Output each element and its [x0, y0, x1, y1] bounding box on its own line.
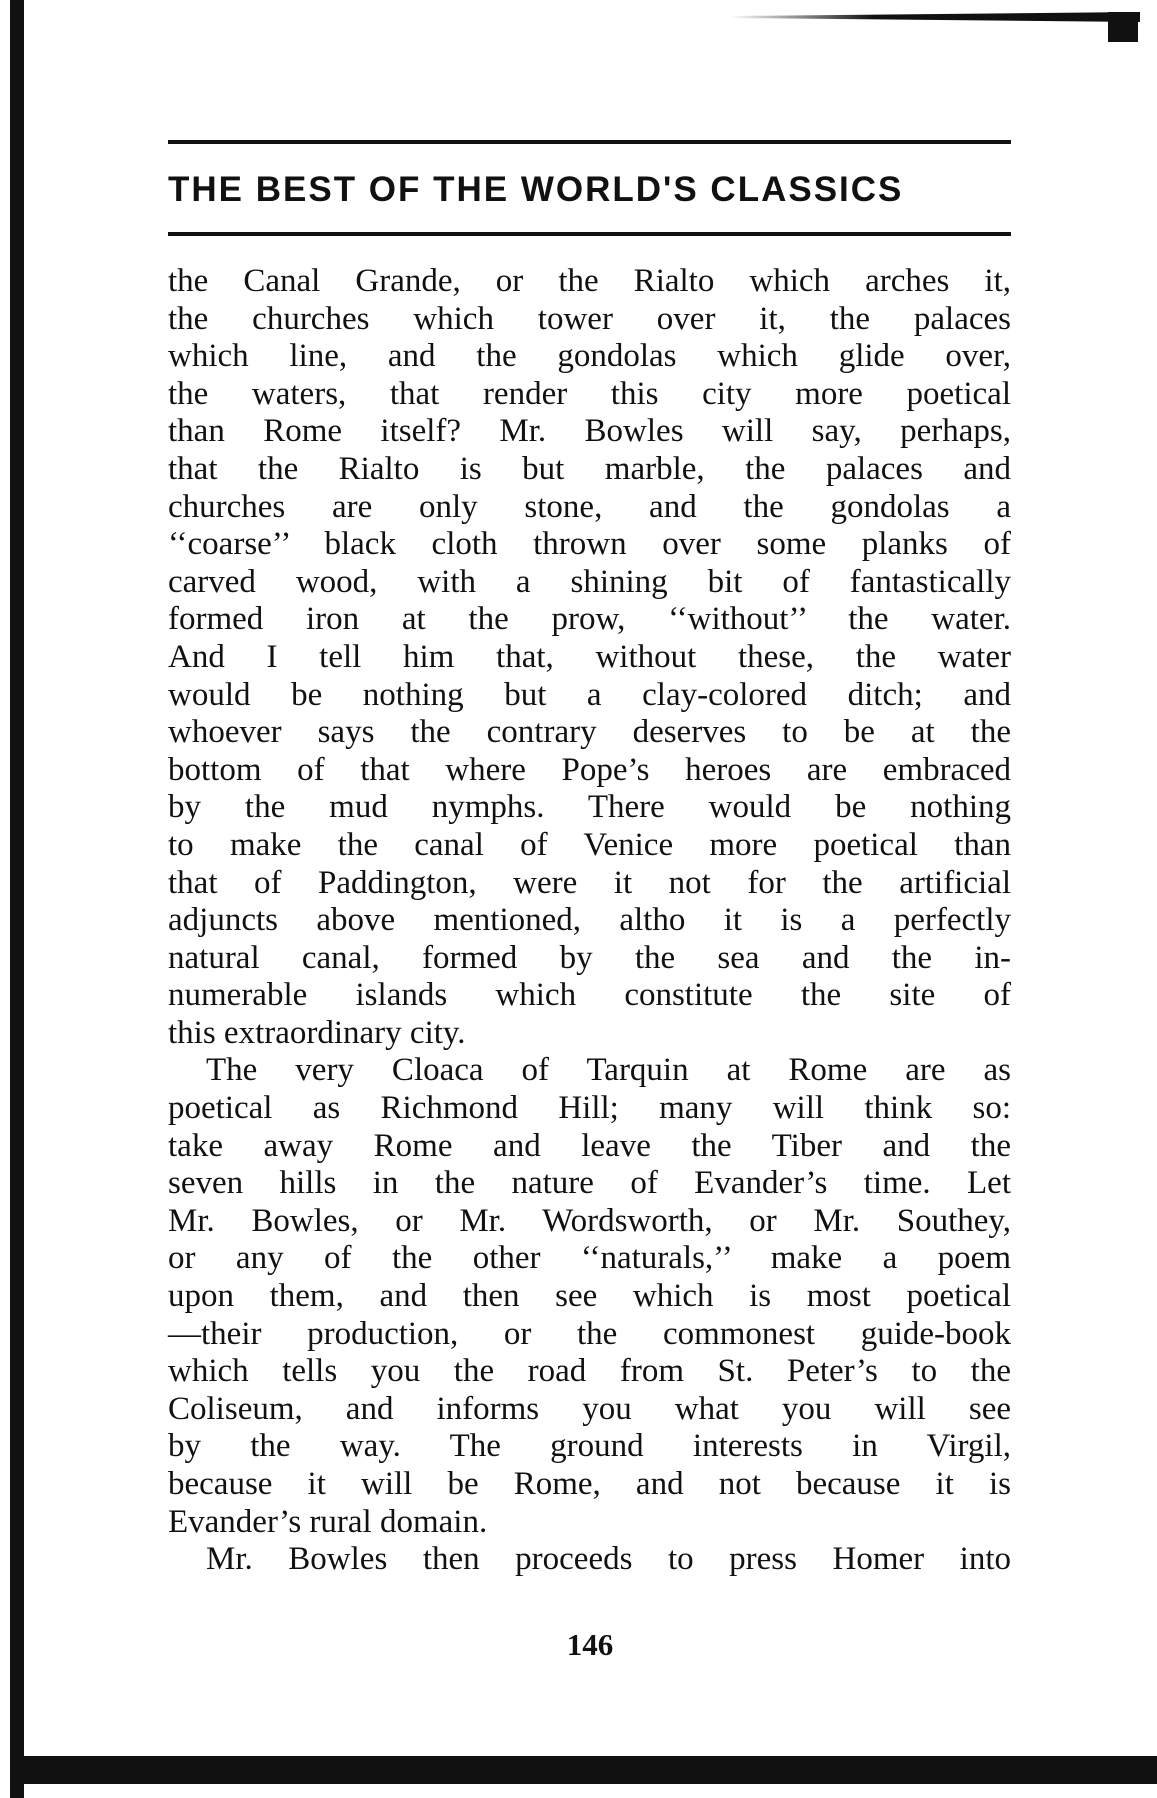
text-line: natural canal, formed by the sea and the in-: [168, 939, 1011, 976]
header-rule-bottom: [168, 232, 1011, 236]
text-line: that of Paddington, were it not for the artificial: [168, 864, 1011, 901]
text-line: the waters, that render this city more poetical: [168, 375, 1011, 412]
text-line: than Rome itself? Mr. Bowles will say, perhaps,: [168, 413, 1011, 450]
scan-edge-bottom: [24, 1756, 1157, 1784]
text-line: to make the canal of Venice more poetical than: [168, 826, 1011, 863]
text-line: would be nothing but a clay-colored ditch; and: [168, 676, 1011, 713]
text-line: Evander’s rural domain.: [168, 1503, 488, 1540]
text-line: take away Rome and leave the Tiber and the: [168, 1127, 1011, 1164]
text-line: —their production, or the commonest guide-book: [168, 1315, 1011, 1352]
text-line: churches are only stone, and the gondolas a: [168, 488, 1011, 525]
header-rule-top: [168, 140, 1011, 144]
text-line: whoever says the contrary deserves to be at the: [168, 714, 1011, 751]
page-number: 146: [566, 1627, 614, 1662]
text-line: carved wood, with a shining bit of fantastically: [168, 563, 1011, 600]
text-line: The very Cloaca of Tarquin at Rome are as: [206, 1052, 1011, 1089]
scan-edge-top-right: [1108, 12, 1138, 42]
text-line: bottom of that where Pope’s heroes are embraced: [168, 751, 1011, 788]
text-line: numerable islands which constitute the site of: [168, 977, 1011, 1014]
text-line: the churches which tower over it, the palaces: [168, 300, 1011, 337]
scan-edge-left: [10, 0, 24, 1798]
body-text: [168, 263, 1011, 1579]
scan-edge-top: [730, 12, 1140, 22]
text-line: that the Rialto is but marble, the palaces and: [168, 450, 1011, 487]
text-line: this extraordinary city.: [168, 1014, 466, 1051]
running-header: [168, 140, 1011, 236]
text-line: And I tell him that, without these, the water: [168, 638, 1011, 675]
text-line: which tells you the road from St. Peter’s to the: [168, 1353, 1011, 1390]
text-line: ‘‘coarse’’ black cloth thrown over some planks of: [168, 526, 1011, 563]
text-line: seven hills in the nature of Evander’s time. Let: [168, 1165, 1011, 1202]
text-line: upon them, and then see which is most poetical: [168, 1278, 1011, 1315]
text-line: adjuncts above mentioned, altho it is a perfectly: [168, 902, 1011, 939]
running-head-title: THE BEST OF THE WORLD'S CLASSICS: [168, 170, 904, 209]
text-line: by the mud nymphs. There would be nothing: [168, 789, 1011, 826]
text-line: by the way. The ground interests in Virgil,: [168, 1428, 1011, 1465]
text-line: or any of the other ‘‘naturals,’’ make a poem: [168, 1240, 1011, 1277]
text-line: Mr. Bowles then proceeds to press Homer into: [206, 1541, 1011, 1578]
text-line: formed iron at the prow, ‘‘without’’ the water.: [168, 601, 1011, 638]
text-line: Coliseum, and informs you what you will see: [168, 1390, 1011, 1427]
text-line: the Canal Grande, or the Rialto which arches it,: [168, 263, 1011, 299]
text-line: because it will be Rome, and not because it is: [168, 1466, 1011, 1502]
text-line: poetical as Richmond Hill; many will think so:: [168, 1090, 1011, 1127]
text-line: which line, and the gondolas which glide over,: [168, 338, 1011, 375]
text-line: Mr. Bowles, or Mr. Wordsworth, or Mr. Southey,: [168, 1202, 1011, 1239]
